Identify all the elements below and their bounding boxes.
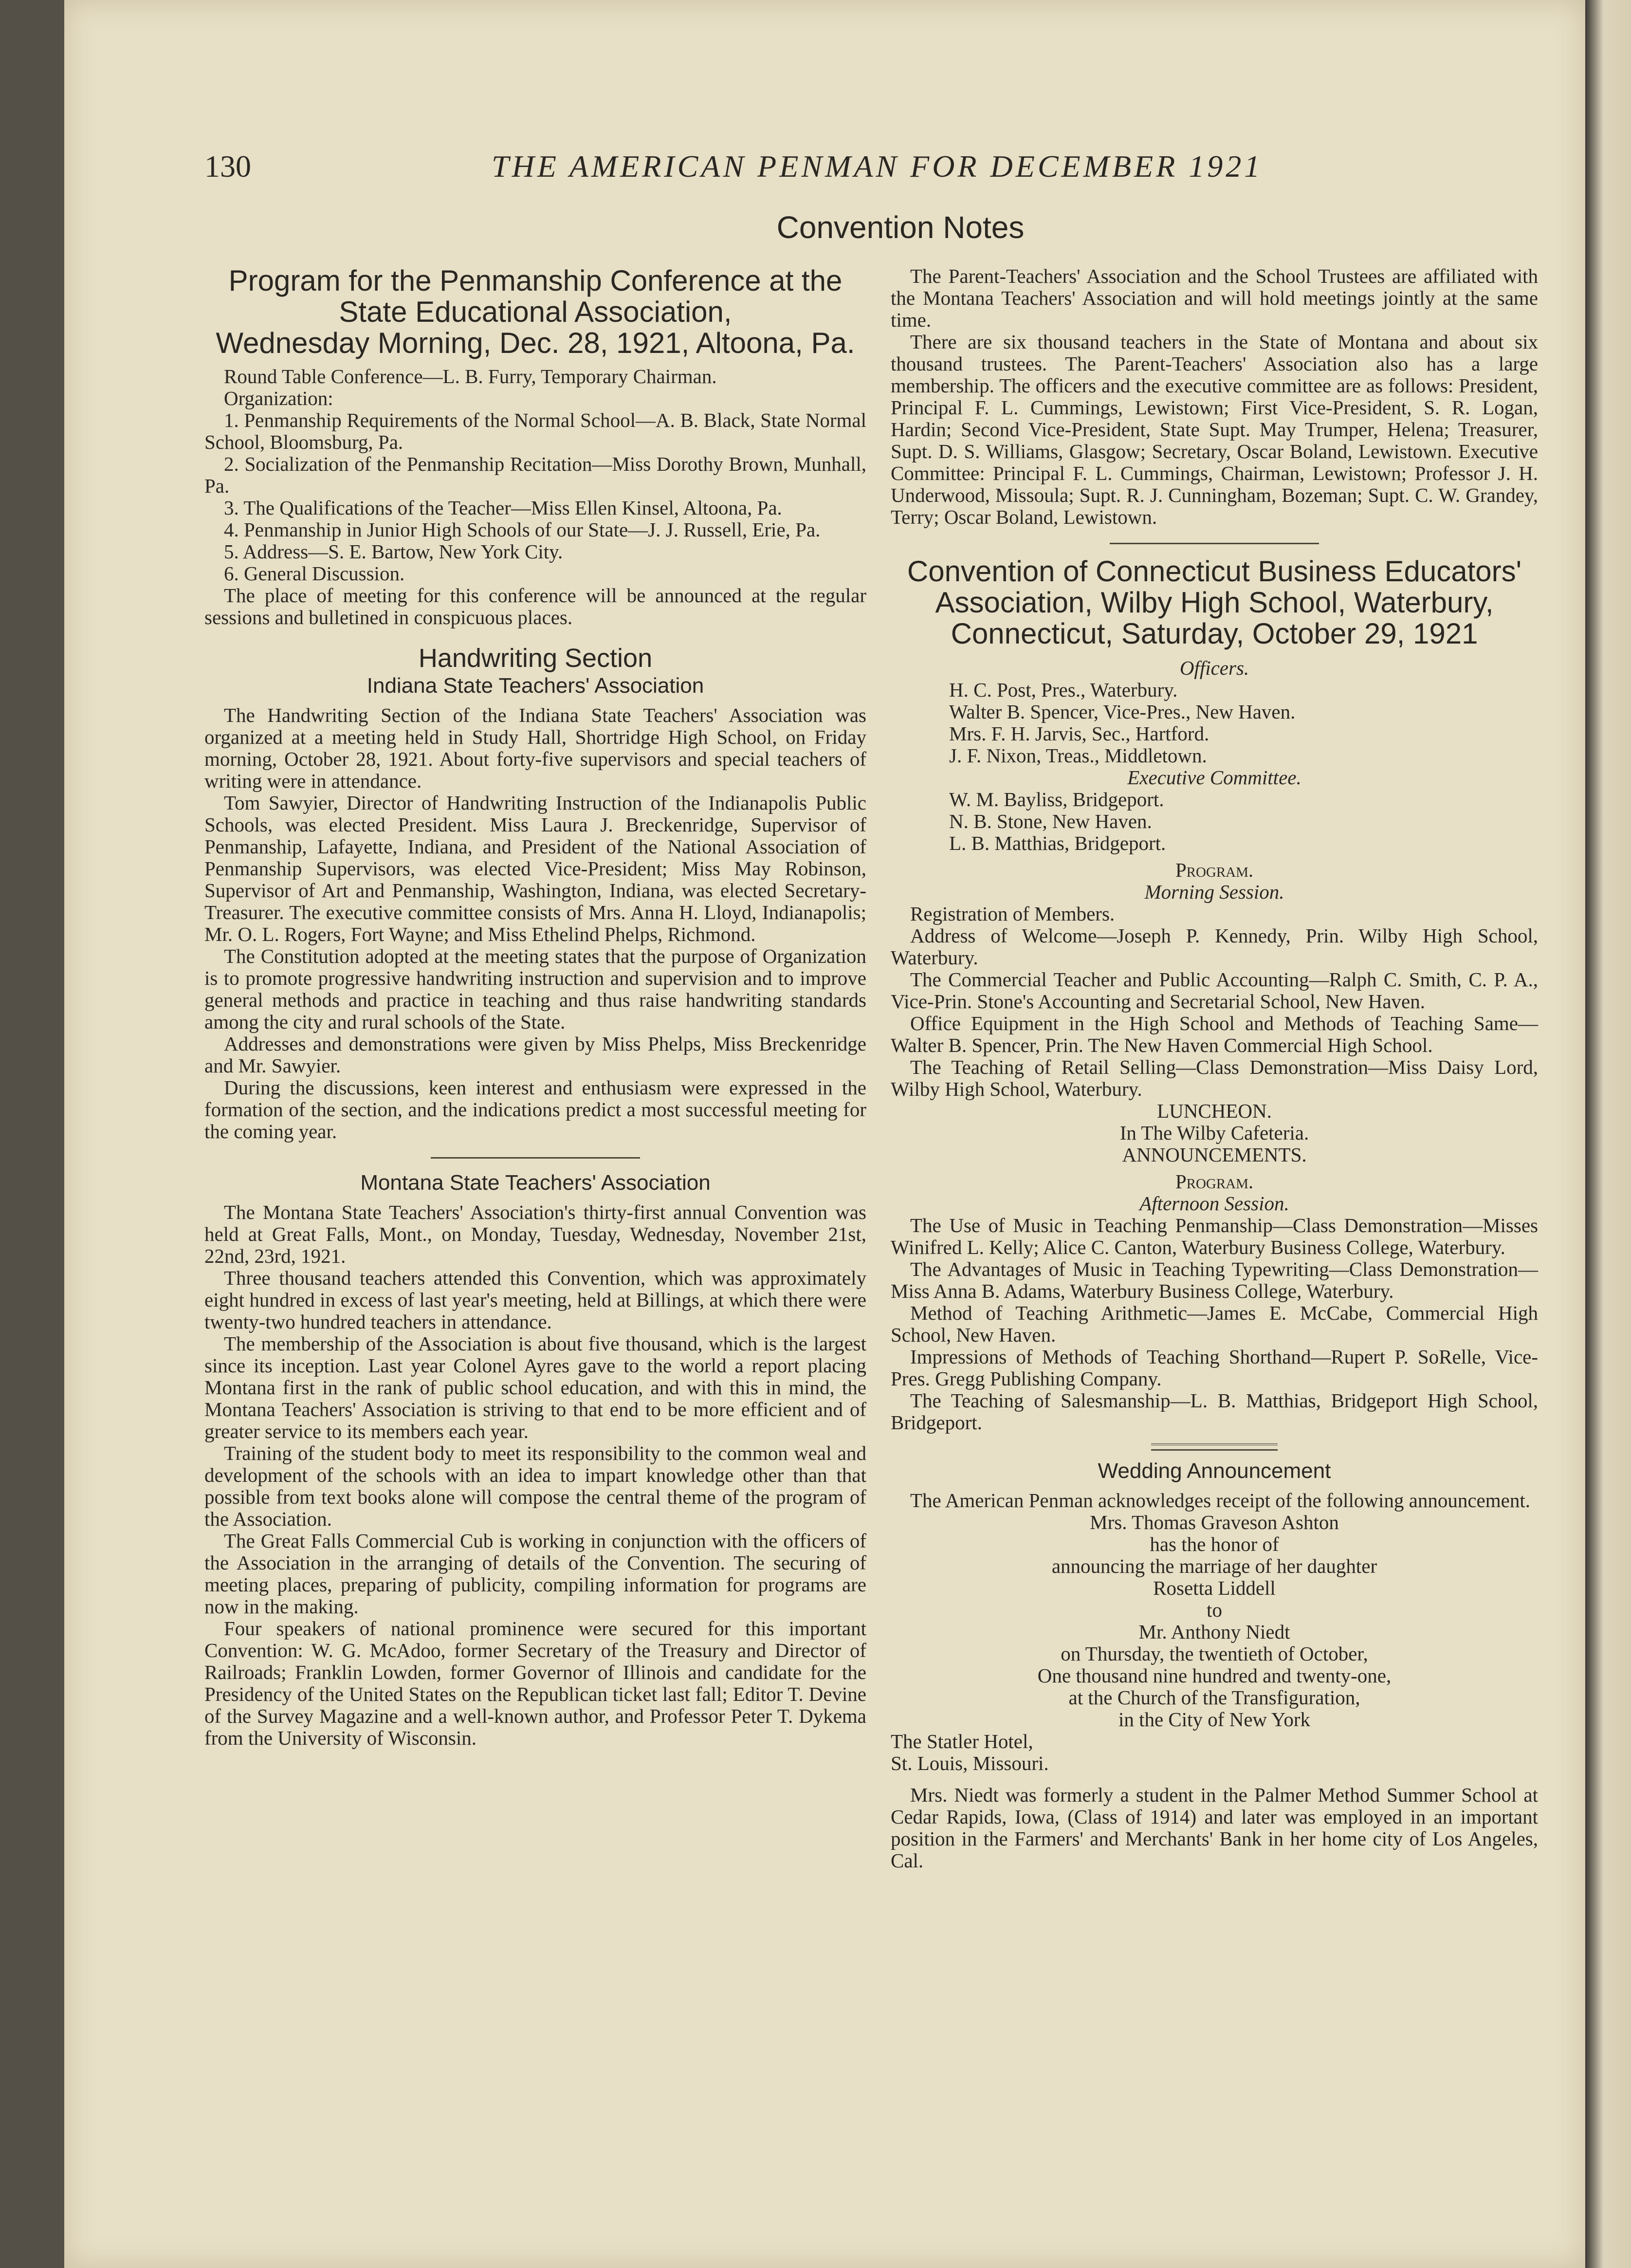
committee-line: N. B. Stone, New Haven. xyxy=(949,810,1152,832)
announcements-label: ANNOUNCEMENTS. xyxy=(1122,1143,1307,1166)
wedding-line: at the Church of the Transfiguration, xyxy=(1068,1686,1360,1709)
program-para: Round Table Conference—L. B. Furry, Temporary Chairman. xyxy=(224,365,717,387)
officer-line: Walter B. Spencer, Vice-Pres., New Haven. xyxy=(949,701,1296,723)
program-label: Program. xyxy=(1175,859,1254,881)
officer-line: J. F. Nixon, Treas., Middletown. xyxy=(949,744,1207,767)
wedding-line: to xyxy=(1207,1599,1222,1621)
wedding-line: announcing the marriage of her daughter xyxy=(1051,1555,1377,1577)
morning-item: Registration of Members. xyxy=(910,903,1115,925)
committee-line: W. M. Bayliss, Bridgeport. xyxy=(949,788,1164,811)
program-title: Program for the Penmanship Conference at the State Educational Association, xyxy=(228,264,843,328)
afternoon-item: Impressions of Methods of Teaching Shorthand—Rupert P. SoRelle, Vice-Pres. Gregg Publishing Company. xyxy=(891,1346,1538,1390)
wedding-line: on Thursday, the twentieth of October, xyxy=(1061,1642,1368,1665)
wedding-line: Mr. Anthony Niedt xyxy=(1138,1621,1290,1643)
page-header xyxy=(204,148,1548,202)
morning-item: Address of Welcome—Joseph P. Kennedy, Prin. Wilby High School, Waterbury. xyxy=(891,924,1538,969)
page-title: Convention Notes xyxy=(776,210,1025,245)
program-para: 3. The Qualifications of the Teacher—Miss Ellen Kinsel, Altoona, Pa. xyxy=(224,497,782,519)
morning-item: The Teaching of Retail Selling—Class Demonstration—Miss Daisy Lord, Wilby High School, Waterbury. xyxy=(891,1056,1538,1100)
handwriting-para: During the discussions, keen interest and enthusiasm were expressed in the formation of the section, and the indications predict a most successful meeting for the coming year. xyxy=(204,1076,866,1143)
wedding-note: Mrs. Niedt was formerly a student in the Palmer Method Summer School at Cedar Rapids, Iowa, (Class of 1914) and later was employed in an important position in the Farmers' and Merchants' Bank in her home city of Los Angeles, Cal. xyxy=(891,1784,1538,1872)
wedding-place: The Statler Hotel, xyxy=(891,1730,1033,1752)
wedding-line: One thousand nine hundred and twenty-one, xyxy=(1037,1664,1392,1687)
spacer xyxy=(891,1774,1538,1784)
executive-committee-heading: Executive Committee. xyxy=(1127,766,1301,789)
handwriting-para: The Constitution adopted at the meeting states that the purpose of Organization is to promote progressive handwriting instruction and supervision and to improve general methods and practice in teaching and thus raise handwriting standards among the city and rural schools of the State. xyxy=(204,945,866,1033)
montana-title: Montana State Teachers' Association xyxy=(360,1171,711,1195)
officer-line: H. C. Post, Pres., Waterbury. xyxy=(949,679,1178,701)
montana-para: The Montana State Teachers' Association's thirty-first annual Convention was held at Great Falls, Mont., on Monday, Tuesday, Wednesday, November 21st, 22nd, 23rd, 1921. xyxy=(204,1201,866,1267)
section-divider xyxy=(431,1157,640,1159)
program-para: Organization: xyxy=(224,387,333,409)
montana-para: Four speakers of national prominence were secured for this important Convention: W. G. McAdoo, former Secretary of the Treasury and Director of Railroads; Franklin Lowden, former Governor of Illinois and candidate for the Presidency of the United States on the Republican ticket last fall; Editor T. Devine of the Survey Magazine and a well-known author, and Professor Peter T. Dykema from the University of Wisconsin. xyxy=(204,1617,866,1749)
afternoon-session-label: Afternoon Session. xyxy=(1139,1192,1289,1215)
afternoon-item: Method of Teaching Arithmetic—James E. McCabe, Commercial High School, New Haven. xyxy=(891,1302,1538,1346)
wedding-intro: The American Penman acknowledges receipt of the following announcement. xyxy=(910,1489,1530,1512)
morning-item: The Commercial Teacher and Public Accounting—Ralph C. Smith, C. P. A., Vice-Prin. Stone's Accounting and Secretarial School, New Haven. xyxy=(891,968,1538,1013)
montana-para: Three thousand teachers attended this Convention, which was approximately eight hundred in excess of last year's meeting, held at Billings, at which there were twenty-two hundred teachers in attendance. xyxy=(204,1267,866,1333)
wedding-title: Wedding Announcement xyxy=(1098,1459,1331,1483)
wedding-line: in the City of New York xyxy=(1118,1708,1311,1731)
committee-line: L. B. Matthias, Bridgeport. xyxy=(949,832,1166,854)
program-para: 4. Penmanship in Junior High Schools of our State—J. J. Russell, Erie, Pa. xyxy=(224,518,821,541)
page-number: 130 xyxy=(204,149,251,184)
running-head: THE AMERICAN PENMAN FOR DECEMBER 1921 xyxy=(492,149,1263,184)
afternoon-item: The Use of Music in Teaching Penmanship—Class Demonstration—Misses Winifred L. Kelly; Alice C. Canton, Waterbury Business College, Waterbury. xyxy=(891,1214,1538,1258)
handwriting-para: Tom Sawyier, Director of Handwriting Instruction of the Indianapolis Public Schools, was elected President. Miss Laura J. Breckenridge, Supervisor of Penmanship, Lafayette, Indiana, and President of the National Association of Penmanship Supervisors, was elected Vice-President; Miss May Robinson, Supervisor of Art and Penmanship, Washington, Indiana, was elected Secretary-Treasurer. The executive committee consists of Mrs. Anna H. Lloyd, Indianapolis; Mr. O. L. Rogers, Fort Wayne; and Miss Ethelind Phelps, Richmond. xyxy=(204,792,866,945)
handwriting-para: Addresses and demonstrations were given by Miss Phelps, Miss Breckenridge and Mr. Sawyier. xyxy=(204,1033,866,1077)
morning-item: Office Equipment in the High School and Methods of Teaching Same—Walter B. Spencer, Prin. The New Haven Commercial High School. xyxy=(891,1012,1538,1056)
wedding-line: has the honor of xyxy=(1150,1533,1279,1555)
montana-cont-para: The Parent-Teachers' Association and the School Trustees are affiliated with the Montana Teachers' Association and will hold meetings jointly at the same time. xyxy=(891,265,1538,331)
officers-heading: Officers. xyxy=(1179,657,1249,679)
program-label-afternoon: Program. xyxy=(1175,1170,1254,1193)
montana-para: Training of the student body to meet its responsibility to the common weal and development of the schools with an idea to impart knowledge other than that possible from text books alone will compose the central theme of the program of the Association. xyxy=(204,1442,866,1530)
section-divider-double xyxy=(1151,1443,1278,1451)
afternoon-item: The Advantages of Music in Teaching Typewriting—Class Demonstration—Miss Anna B. Adams, Waterbury Business College, Waterbury. xyxy=(891,1258,1538,1302)
wedding-place: St. Louis, Missouri. xyxy=(891,1752,1049,1774)
afternoon-item: The Teaching of Salesmanship—L. B. Matthias, Bridgeport High School, Bridgeport. xyxy=(891,1389,1538,1434)
montana-para: The Great Falls Commercial Cub is working in conjunction with the officers of the Association in the arranging of details of the Convention. The securing of meeting places, preparing of publicity, compiling information for programs are now in the making. xyxy=(204,1530,866,1618)
handwriting-section-title: Handwriting Section xyxy=(418,644,653,673)
wedding-line: Mrs. Thomas Graveson Ashton xyxy=(1090,1511,1339,1533)
officer-line: Mrs. F. H. Jarvis, Sec., Hartford. xyxy=(949,722,1210,745)
montana-cont-para: There are six thousand teachers in the State of Montana and about six thousand trustees. The Parent-Teachers' Association also has a large membership. The officers and the executive committee are as follows: President, Principal F. L. Cummings, Lewistown; First Vice-President, S. R. Logan, Hardin; Second Vice-President, State Supt. May Trumper, Helena; Treasurer, Supt. D. S. Williams, Glasgow; Secretary, Oscar Boland, Lewistown. Executive Committee: Principal F. L. Cummings, Chairman, Lewistown; Professor J. H. Underwood, Missoula; Supt. R. J. Cunningham, Bozeman; Supt. C. W. Grandey, Terry; Oscar Boland, Lewistown. xyxy=(891,331,1538,528)
right-column xyxy=(891,265,1538,1872)
program-para: 6. General Discussion. xyxy=(224,562,405,585)
connecticut-convention-title: Convention of Connecticut Business Educators' Association, Wilby High School, Waterbury, Connecticut, Saturday, October 29, 1921 xyxy=(907,555,1522,650)
wedding-line: Rosetta Liddell xyxy=(1153,1577,1276,1599)
left-column xyxy=(204,265,866,1749)
program-title-date: Wednesday Morning, Dec. 28, 1921, Altoona, Pa. xyxy=(216,327,855,359)
program-para: The place of meeting for this conference will be announced at the regular sessions and bulletined in conspicuous places. xyxy=(204,584,866,628)
program-para: 2. Socialization of the Penmanship Recitation—Miss Dorothy Brown, Munhall, Pa. xyxy=(204,453,866,497)
luncheon-place: In The Wilby Cafeteria. xyxy=(1119,1122,1309,1144)
handwriting-section-subtitle: Indiana State Teachers' Association xyxy=(367,674,704,698)
program-para: 1. Penmanship Requirements of the Normal School—A. B. Black, State Normal School, Bloomsburg, Pa. xyxy=(204,409,866,453)
montana-para: The membership of the Association is about five thousand, which is the largest since its inception. Last year Colonel Ayres gave to the world a report placing Montana first in the rank of public school education, and with this in mind, the Montana Teachers' Association is striving to that end to be more efficient and of greater service to its members each year. xyxy=(204,1332,866,1442)
luncheon-label: LUNCHEON. xyxy=(1157,1100,1272,1122)
section-divider xyxy=(1110,543,1319,544)
next-page-edge xyxy=(1585,0,1631,2268)
handwriting-para: The Handwriting Section of the Indiana State Teachers' Association was organized at a meeting held in Study Hall, Shortridge High School, on Friday morning, October 28, 1921. About forty-five supervisors and special teachers of writing were in attendance. xyxy=(204,704,866,792)
program-para: 5. Address—S. E. Bartow, New York City. xyxy=(224,540,563,563)
morning-session-label: Morning Session. xyxy=(1144,881,1284,903)
